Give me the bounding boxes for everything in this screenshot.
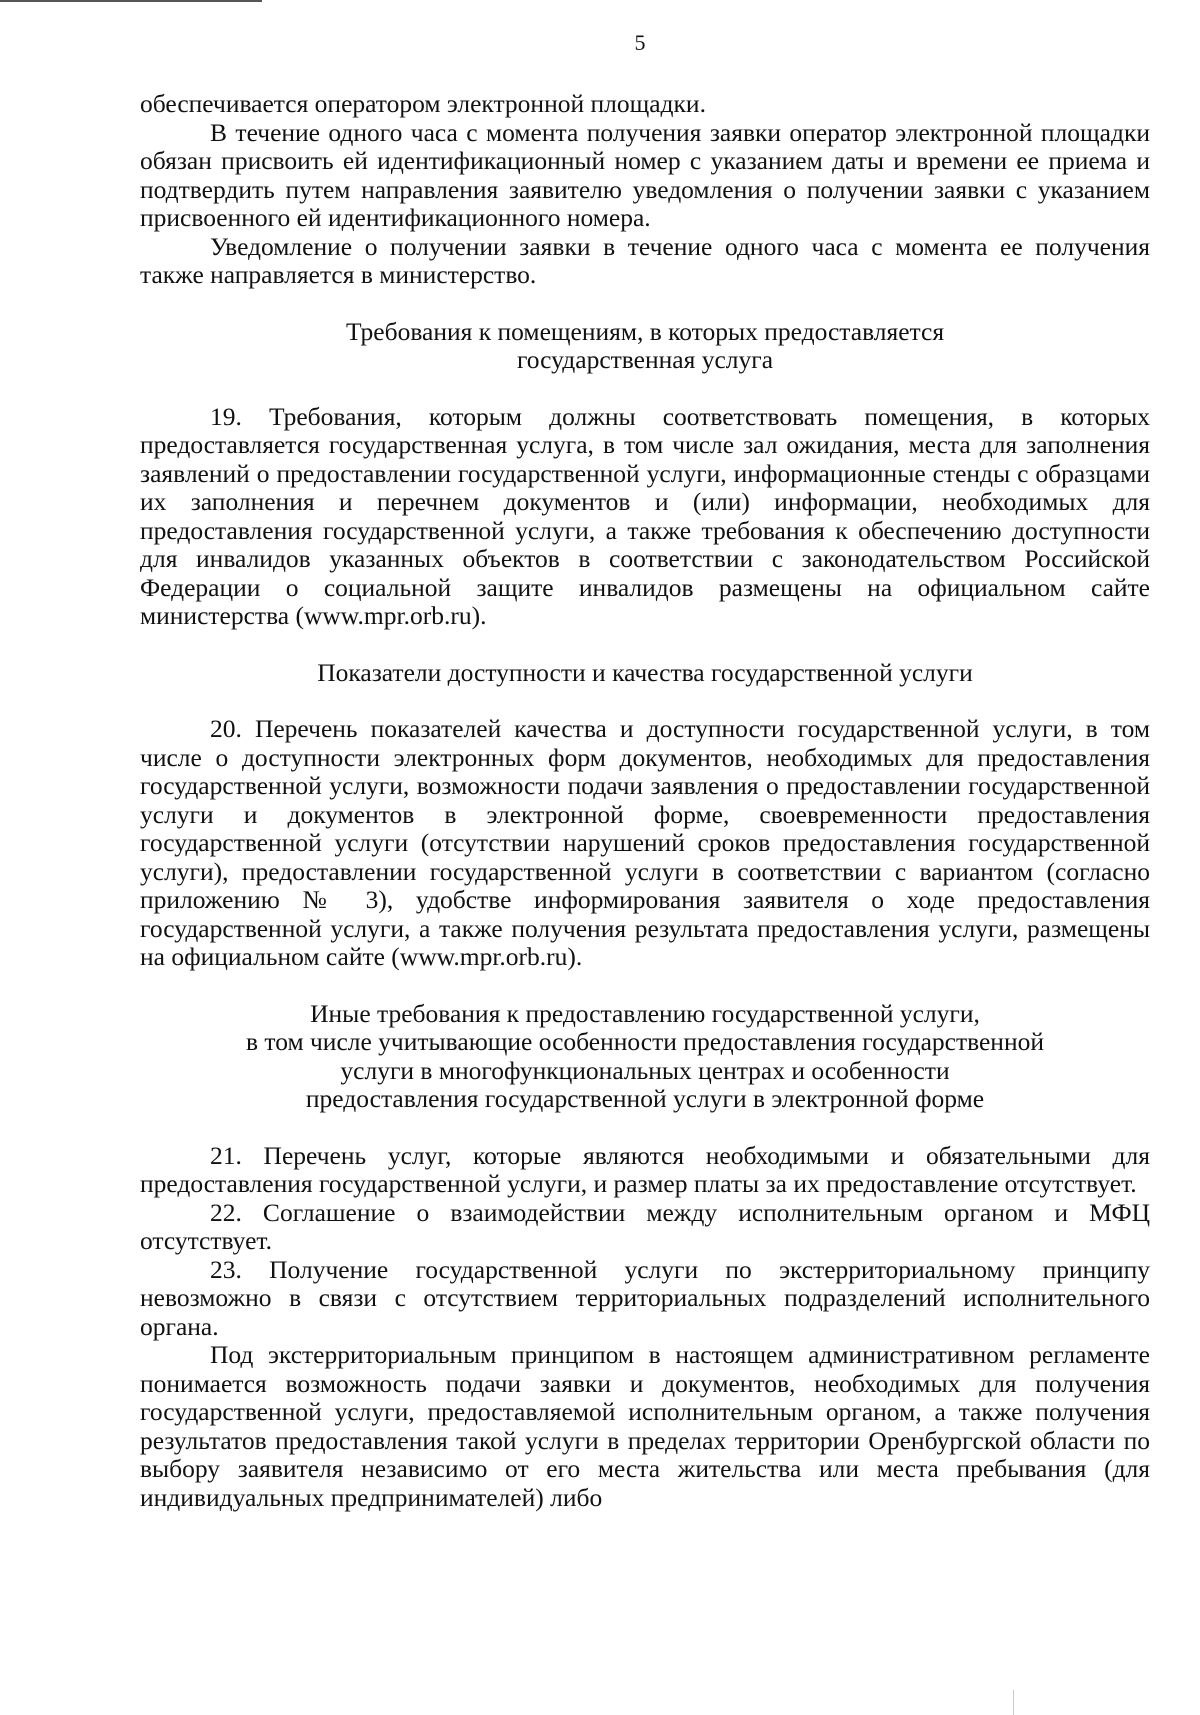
section-heading-quality-indicators [140,659,1150,688]
paragraph-item-22: 22. Соглашение о взаимодействии между исполнительным органом и МФЦ отсутствует. [140,1197,1150,1255]
paragraph-item-20: 20. Перечень показателей качества и доступности государственной услуги, в том числе о доступности электронных форм документов, необходимых для предоставления государственной услуги, возможности подачи заявления о предоставлении государственной услуги и документов в электронной форме, своевременности предоставления государственной услуги (отсутствии нарушений сроков предоставления государственной услуги), предоставлении государственной услуги в соответствии с вариантом (согласно приложению № 3), удобстве информирования заявителя о ходе предоставления государственной услуги, а также получения результата предоставления услуги, размещены на официальном сайте (www.mpr.orb.ru). [140,714,1150,971]
paragraph-intro-continuation: обеспечивается оператором электронной площадки. [140,89,706,118]
paragraph-item-23: 23. Получение государственной услуги по экстерриториальному принципу невозможно в связи с отсутствием территориальных подразделений исполнительного органа. [140,1254,1150,1341]
page-number: 5 [634,30,646,55]
heading-line: государственная услуга [516,345,774,374]
heading-line: в том числе учитывающие особенности предоставления государственной [245,1027,1045,1056]
heading-line: Иные требования к предоставлению государственной услуги, [310,998,980,1028]
paragraph-registration-notice: В течение одного часа с момента получения заявки оператор электронной площадки обязан присвоить ей идентификационный номер с указанием даты и времени ее приема и подтвердить путем направления заявителю уведомления о получении заявки с указанием присвоенного ей идентификационного номера. [140,117,1150,232]
section-heading-other-requirements [140,1000,1150,1114]
scan-top-rule [0,0,262,2]
scan-margin-mark [1013,1690,1014,1715]
heading-line: услуги в многофункциональных центрах и особенности [340,1055,950,1085]
document-body [140,90,1150,1512]
paragraph-extraterritorial-definition: Под экстерриториальным принципом в настоящем административном регламенте понимается возможность подачи заявки и документов, необходимых для получения государственной услуги, предоставляемой исполнительным органом, а также получения результатов предоставления такой услуги в пределах территории Оренбургской области по выбору заявителя независимо от его места жительства или места пребывания (для индивидуальных предпринимателей) либо [140,1340,1150,1512]
section-heading-premises [140,318,1150,375]
paragraph-item-21: 21. Перечень услуг, которые являются необходимыми и обязательными для предоставления государственной услуги, и размер платы за их предоставление отсутствует. [140,1140,1150,1198]
paragraph-ministry-notice: Уведомление о получении заявки в течение одного часа с момента ее получения также направляется в министерство. [140,231,1150,289]
paragraph-item-19: 19. Требования, которым должны соответствовать помещения, в которых предоставляется государственная услуга, в том числе зал ожидания, места для заполнения заявлений о предоставлении государственной услуги, информационные стенды с образцами их заполнения и перечнем документов и (или) информации, необходимых для предоставления государственной услуги, а также требования к обеспечению доступности для инвалидов указанных объектов в соответствии с законодательством Российской Федерации о социальной защите инвалидов размещены на официальном сайте министерства (www.mpr.orb.ru). [140,401,1150,630]
heading-line: Показатели доступности и качества государственной услуги [317,657,973,687]
heading-line: Требования к помещениям, в которых предоставляется [345,316,945,346]
heading-line: предоставления государственной услуги в электронной форме [305,1084,985,1113]
